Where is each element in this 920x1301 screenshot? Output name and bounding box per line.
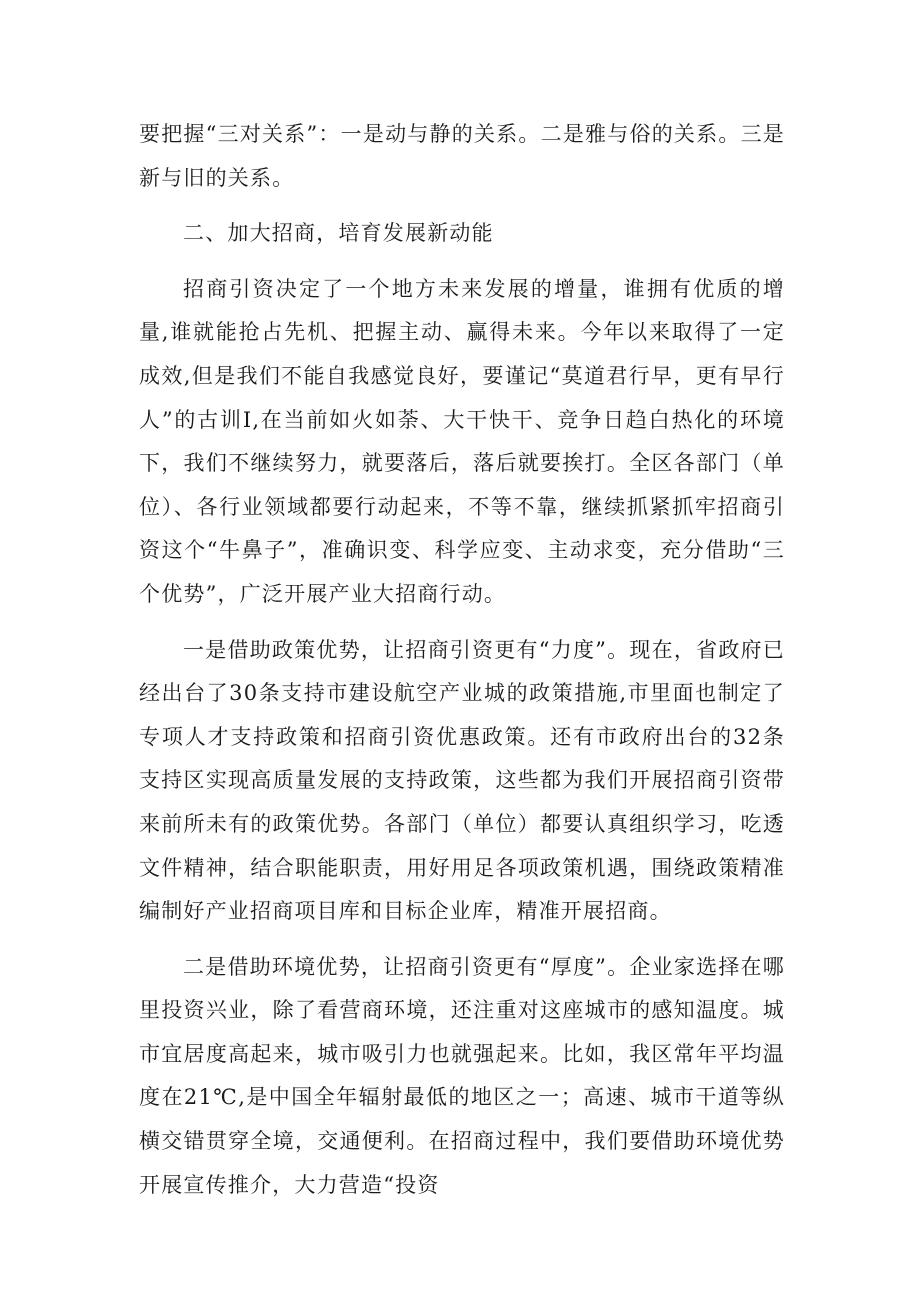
section-heading-investment: 二、加大招商，培育发展新动能 [183,221,494,246]
paragraph-environment-advantage: 二是借助环境优势，让招商引资更有“厚度”。企业家选择在哪里投资兴业，除了看营商环境，还注重对这座城市的感知温度。城市宜居度高起来，城市吸引力也就强起来。比如，我区常年平均温度在21℃,是中国全年辐射最低的地区之一；高速、城市干道等纵横交错贯穿全境，交通便利。在招商过程中，我们要借助环境优势开展宣传推介，大力营造“投资 [139,954,785,1197]
paragraph-investment-overview: 招商引资决定了一个地方未来发展的增量，谁拥有优质的增量,谁就能抢占先机、把握主动、赢得未来。今年以来取得了一定成效,但是我们不能自我感觉良好，要谨记“莫道君行早，更有早行人”的古训I,在当前如火如荼、大干快干、竞争日趋白热化的环境下，我们不继续努力，就要落后，落后就要挨打。全区各部门（单位）、各行业领域都要行动起来，不等不靠，继续抓紧抓牢招商引资这个“牛鼻子”，准确识变、科学应变、主动求变，充分借助“三个优势”，广泛开展产业大招商行动。 [139,276,785,606]
paragraph-three-relations: 要把握“三对关系”：一是动与静的关系。二是雅与俗的关系。三是新与旧的关系。 [139,122,785,190]
paragraph-policy-advantage: 一是借助政策优势，让招商引资更有“力度”。现在，省政府已经出台了30条支持市建设航空产业城的政策措施,市里面也制定了专项人才支持政策和招商引资优惠政策。还有市政府出台的32条支持区实现高质量发展的支持政策，这些都为我们开展招商引资带来前所未有的政策优势。各部门（单位）都要认真组织学习，吃透文件精神，结合职能职责，用好用足各项政策机遇，围绕政策精准编制好产业招商项目库和目标企业库，精准开展招商。 [139,637,785,924]
